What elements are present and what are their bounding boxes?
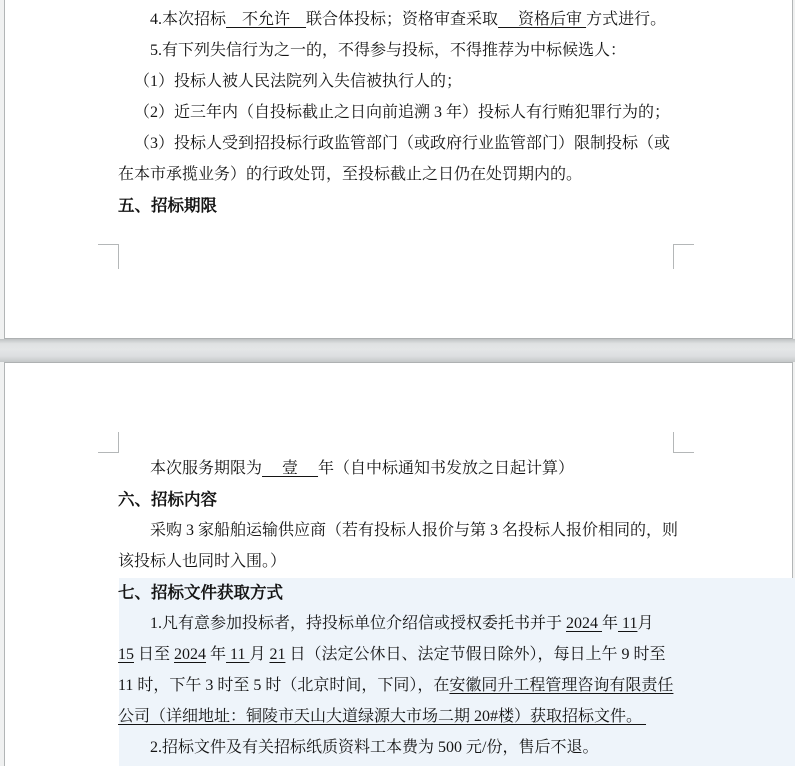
text-segment: 本次服务期限为 xyxy=(150,460,263,477)
text-segment: 年 xyxy=(206,646,227,663)
text-segment: （1）投标人被人民法院列入失信被执行人的； xyxy=(134,73,463,90)
text-segment: 月 xyxy=(249,646,270,663)
underlined-text-segment: 21 xyxy=(269,646,286,663)
document-line[interactable] xyxy=(118,164,582,186)
document-line[interactable] xyxy=(118,551,286,573)
section-heading[interactable] xyxy=(118,582,283,604)
text-segment: 在本市承揽业务）的行政处罚，至投标截止之日仍在处罚期内的。 xyxy=(118,166,583,183)
text-segment: 日（法定公休日、法定节假日除外），每日上午 9 时至 xyxy=(285,646,666,663)
text-segment: 5.有下列失信行为之一的，不得参与投标，不得推荐为中标候选人： xyxy=(150,42,627,59)
text-segment: （3）投标人受到招投标行政监管部门（或政府行业监管部门）限制投标（或 xyxy=(134,135,671,152)
underlined-text-segment: 壹 xyxy=(262,460,319,477)
text-segment: 七、招标文件获取方式 xyxy=(118,583,283,602)
underlined-text-segment: 11 xyxy=(226,646,250,663)
underlined-text-segment: 不允许 xyxy=(226,11,307,28)
underlined-text-segment: 2024 xyxy=(566,615,603,632)
text-segment: 11 时，下午 3 时至 5 时（北京时间，下同），在 xyxy=(118,677,450,694)
underlined-text-segment: 资格后审 xyxy=(498,11,587,28)
underlined-text-segment: 11 xyxy=(618,615,638,632)
document-line[interactable] xyxy=(118,675,673,697)
section-heading[interactable] xyxy=(118,195,217,217)
document-line[interactable] xyxy=(118,706,646,728)
document-line[interactable] xyxy=(134,102,670,124)
text-segment: 采购 3 家船舶运输供应商（若有投标人报价与第 3 名投标人报价相同的，则 xyxy=(150,522,679,539)
underlined-text-segment: 安徽同升工程管理咨询有限责任 xyxy=(449,677,674,694)
document-line[interactable] xyxy=(150,613,653,635)
text-segment: 4.本次招标 xyxy=(150,11,227,28)
text-segment: 年 xyxy=(602,615,619,632)
text-segment: 该投标人也同时入围。） xyxy=(118,553,287,570)
document-line[interactable] xyxy=(134,71,462,93)
text-segment: 六、招标内容 xyxy=(118,490,217,509)
text-segment: 1.凡有意参加投标者，持投标单位介绍信或授权委托书并于 xyxy=(150,615,567,632)
document-line[interactable] xyxy=(134,133,670,155)
document-line[interactable] xyxy=(150,737,598,759)
text-segment: 联合体投标；资格审查采取 xyxy=(306,11,499,28)
text-segment: 2.招标文件及有关招标纸质资料工本费为 500 元/份，售后不退。 xyxy=(150,739,599,756)
text-segment: （2）近三年内（自投标截止之日向前追溯 3 年）投标人有行贿犯罪行为的； xyxy=(134,104,671,121)
document-line[interactable] xyxy=(118,644,665,666)
underlined-text-segment: 15 xyxy=(118,646,134,663)
text-segment: 五、招标期限 xyxy=(118,196,217,215)
text-segment: 方式进行。 xyxy=(586,11,667,28)
document-line[interactable] xyxy=(150,9,666,31)
text-segment: 日至 xyxy=(134,646,175,663)
underlined-text-segment: 公司（详细地址：铜陵市天山大道绿源大市场二期 20#楼）获取招标文件。 xyxy=(118,708,647,725)
document-line[interactable] xyxy=(150,40,626,62)
document-line[interactable] xyxy=(150,458,574,480)
document-line[interactable] xyxy=(150,520,678,542)
section-heading[interactable] xyxy=(118,489,217,511)
underlined-text-segment: 2024 xyxy=(174,646,207,663)
text-segment: 月 xyxy=(637,615,654,632)
text-segment: 年（自中标通知书发放之日起计算） xyxy=(318,460,575,477)
